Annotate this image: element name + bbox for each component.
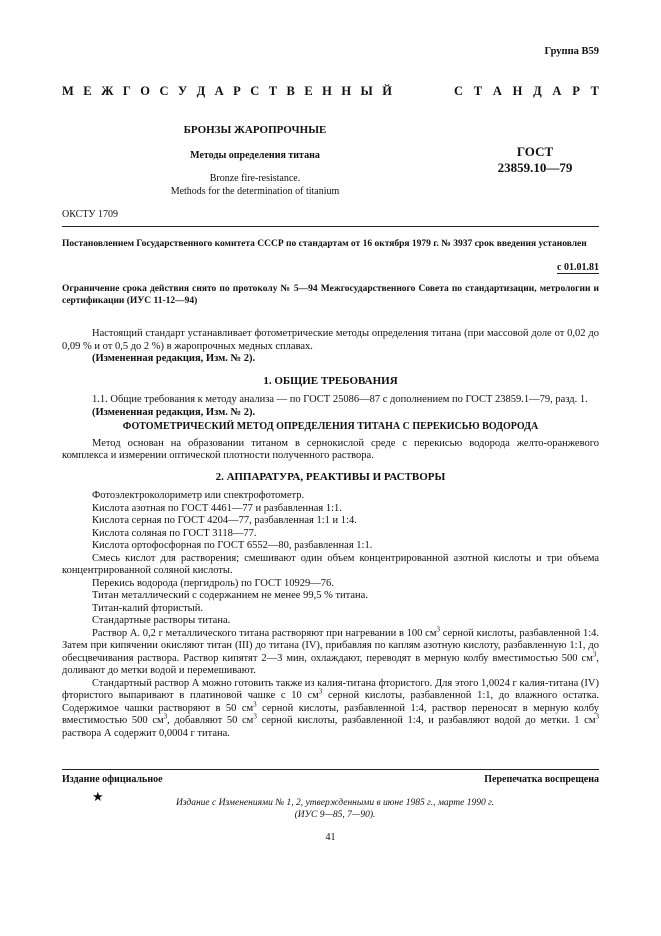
method-heading: ФОТОМЕТРИЧЕСКИЙ МЕТОД ОПРЕДЕЛЕНИЯ ТИТАНА С ПЕРЕКИСЬЮ ВОДОРОДА: [122, 421, 539, 432]
superscript: 3: [253, 712, 257, 721]
alt-text-5: серной кислоты, разбавленной 1:4, и разбавляют водой до метки. 1 см: [256, 715, 596, 726]
alt-text-4: , добавляют 50 см: [167, 715, 254, 726]
classification-group: Группа В59: [544, 46, 599, 57]
section-2-heading: 2. АППАРАТУРА, РЕАКТИВЫ И РАСТВОРЫ: [215, 470, 446, 483]
reagent-item: Кислота азотная по ГОСТ 4461—77 и разбавленная 1:1.: [92, 502, 342, 514]
superscript: 3: [318, 687, 323, 696]
banner-letter: Д: [533, 84, 542, 98]
banner-letter: Н: [322, 84, 332, 98]
scope-paragraph: Настоящий стандарт устанавливает фотометрические методы определения титана (при массовой доле от 0,02 до 0,09 % и от 0,5 до 2 %) в жаропрочных медных сплавах.: [62, 328, 599, 352]
banner-letter: В: [286, 84, 295, 98]
alt-text-3: серной кислоты, разбавленной 1:4, раствор переносят в мерную колбу вместимостью 500 см: [62, 702, 599, 726]
solution-a-text-1: Раствор А. 0,2 г металлического титана растворяют при нагревании в 100 см: [92, 627, 437, 639]
superscript: 3: [592, 650, 597, 658]
alt-text-1: Стандартный раствор А можно готовить также из калия-титана фтористого. Для этого 1,0024 г калия-титана (IV) фтористого выпаривают в платиновой чашке с 10 см: [62, 677, 599, 701]
banner-letter: Е: [83, 84, 92, 98]
banner-letter: М: [62, 84, 74, 98]
gost-code: 23859.10—79: [497, 160, 573, 175]
alt-text-6: раствора А содержит 0,0004 г титана.: [62, 727, 230, 739]
superscript: 3: [436, 625, 440, 633]
method-principle-paragraph: Метод основан на образовании титаном в сернокислой среде с перекисью водорода желто-оранжевого комплекса и измерении оптической плотности полученного раствора.: [62, 437, 599, 461]
star-icon: ★: [92, 789, 104, 804]
banner-letter: Г: [122, 84, 131, 98]
header-divider: [62, 226, 599, 227]
resolution-text: Постановлением Государственного комитета СССР по стандартам от 16 октября 1979 г. № 3937 срок введения установлен: [62, 239, 587, 249]
banner-letter: У: [177, 84, 188, 98]
banner-letter: Ж: [101, 84, 114, 98]
english-title-line-2: Methods for the determination of titanium: [170, 186, 340, 197]
banner-letter: Т: [473, 84, 483, 98]
general-requirements-edit-note: (Измененная редакция, Изм. № 2).: [92, 406, 256, 418]
gost-number: [470, 144, 600, 176]
banner-letter: Й: [382, 84, 392, 98]
superscript: 3: [595, 712, 599, 721]
scope-edit-note: (Измененная редакция, Изм. № 2).: [92, 353, 256, 364]
standard-banner: [62, 84, 599, 99]
reagent-item: Стандартные растворы титана.: [92, 615, 231, 626]
general-requirements-paragraph: 1.1. Общие требования к методу анализа — по ГОСТ 25086—87 с дополнением по ГОСТ 23859.1—79, разд. 1.: [92, 394, 588, 405]
reagent-item: Кислота серная по ГОСТ 4204—77, разбавленная 1:1 и 1:4.: [92, 515, 357, 526]
banner-letter: С: [250, 84, 260, 98]
banner-letter: А: [552, 84, 562, 98]
reagent-item: Титан металлический с содержанием не менее 99,5 % титана.: [92, 590, 368, 601]
banner-word-1: [62, 84, 392, 99]
solution-a-paragraph: [62, 625, 599, 678]
page-number: 41: [325, 832, 336, 843]
banner-letter: Н: [341, 84, 352, 98]
reagent-item: Кислота ортофосфорная по ГОСТ 6552—80, разбавленная 1:1.: [92, 540, 373, 551]
main-content: [62, 328, 599, 740]
reagent-item: Перекись водорода (пергидроль) по ГОСТ 10929—76.: [92, 577, 334, 589]
banner-letter: С: [454, 84, 464, 98]
official-edition-label: Издание официальное: [62, 774, 163, 785]
reagent-item: Фотоэлектроколориметр или спектрофотометр.: [92, 490, 305, 501]
banner-letter: А: [214, 84, 224, 98]
edition-note-line-2: (ИУС 9—85, 7—90).: [294, 810, 376, 820]
banner-letter: Н: [512, 84, 523, 98]
edition-note-line-1: Издание с Изменениями № 1, 2, утвержденными в июне 1985 г., марте 1990 г.: [175, 798, 495, 808]
edition-note: [140, 797, 530, 821]
solution-a-text-3: , доливают до метки водой и перемешивают.: [62, 652, 599, 676]
banner-letter: Д: [196, 84, 206, 98]
footer-divider: [62, 769, 599, 770]
banner-letter: Р: [572, 84, 580, 98]
banner-letter: Е: [304, 84, 313, 98]
banner-letter: Т: [590, 84, 599, 98]
english-title-line-1: Bronze fire-resistance.: [209, 173, 301, 184]
banner-letter: Т: [268, 84, 278, 98]
reagent-item: Кислота соляная по ГОСТ 3118—77.: [92, 527, 257, 539]
banner-letter: А: [492, 84, 502, 98]
effective-date: с 01.01.81: [557, 262, 599, 273]
banner-letter: О: [140, 84, 151, 98]
reprint-prohibited-label: Перепечатка воспрещена: [484, 774, 599, 785]
banner-letter: С: [159, 84, 169, 98]
reagent-item: Титан-калий фтористый.: [92, 602, 203, 614]
superscript: 3: [253, 700, 257, 708]
reagent-item: Смесь кислот для растворения; смешивают один объем концентрированной азотной кислоты и три объема концентрированной соляной кислоты.: [62, 552, 599, 576]
section-1-heading: 1. ОБЩИЕ ТРЕБОВАНИЯ: [263, 374, 398, 387]
banner-letter: Ы: [360, 84, 373, 98]
banner-word-2: [454, 84, 599, 99]
alt-text-2: серной кислоты, разбавленной 1:1, до влажного остатка. Содержимое чашки растворяют в 50 см: [62, 690, 599, 714]
solution-a-text-2: серной кислоты, разбавленной 1:4. Затем при кипячении окисляют титан (III) до титана (IV), прибавляя по каплям азотную кислоту, разбавленную 1:1, до обесцвечивания раствора. Раствор кипятят 2—3 мин, охлаждают, переводят в мерную колбу вместимостью 500 см: [62, 627, 599, 664]
superscript: 3: [163, 712, 168, 721]
alternative-solution-paragraph: [62, 678, 599, 741]
limitation-text: Ограничение срока действия снято по протоколу № 5—94 Межгосударственного Совета по стандартизации, метрологии и сертификации (ИУС 11-12—94): [62, 284, 599, 306]
gost-label: ГОСТ: [516, 144, 554, 159]
english-title: [100, 172, 410, 198]
banner-letter: Р: [233, 84, 241, 98]
document-subtitle: Методы определения титана: [190, 150, 320, 161]
document-title: БРОНЗЫ ЖАРОПРОЧНЫЕ: [183, 124, 327, 136]
okstu-code: ОКСТУ 1709: [62, 209, 119, 220]
